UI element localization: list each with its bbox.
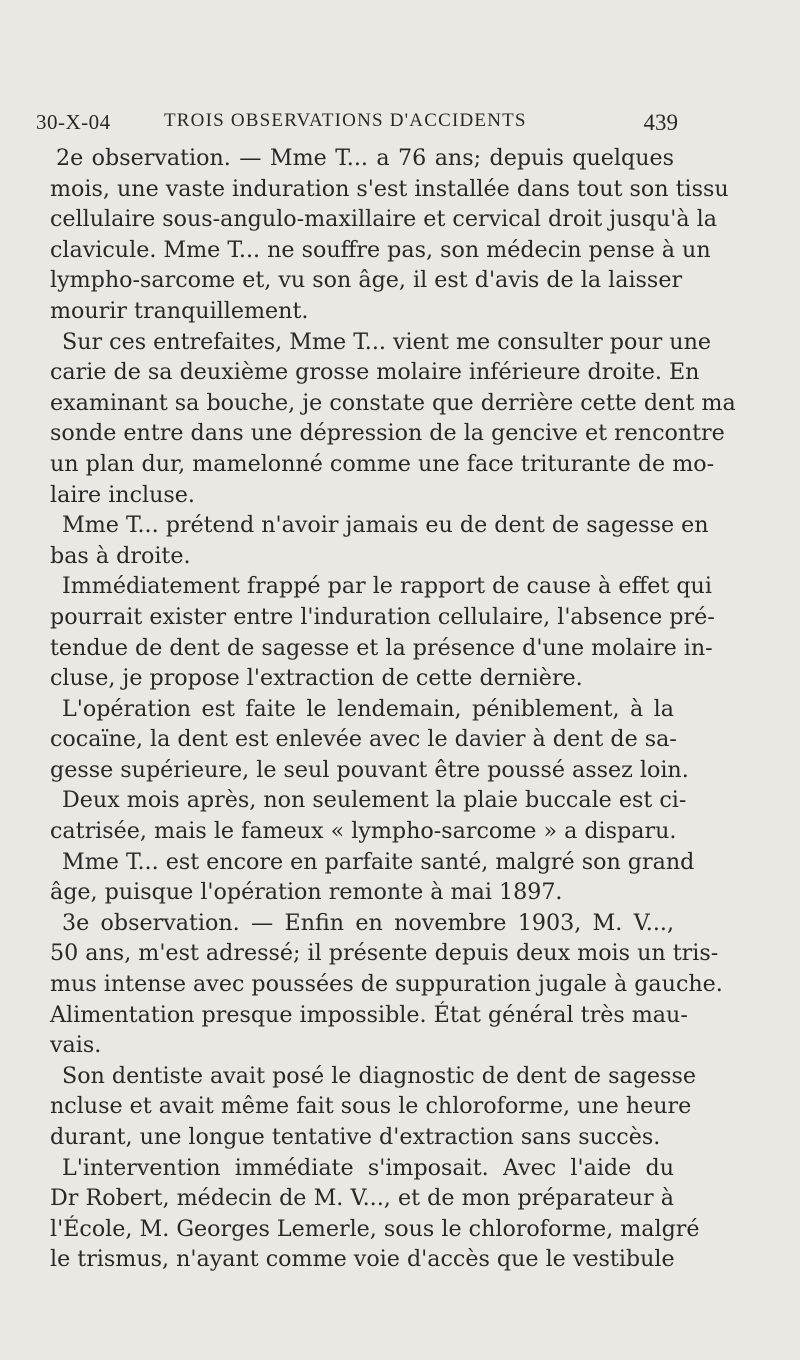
- text-line: le trismus, n'ayant comme voie d'accès que le vestibule: [50, 1246, 675, 1273]
- text-line: un plan dur, mamelonné comme une face triturante de mo-: [50, 450, 715, 477]
- text-line: examinant sa bouche, je constate que derrière cette dent ma: [50, 389, 736, 416]
- text-line: cocaïne, la dent est enlevée avec le davier à dent de sa-: [50, 726, 677, 753]
- text-line: durant, une longue tentative d'extraction sans succès.: [50, 1124, 661, 1150]
- text-line: mois, une vaste induration s'est installée dans tout son tissu: [50, 175, 729, 202]
- text-line: 3e observation. — Enfin en novembre 1903, M. V...,: [62, 909, 674, 936]
- text-line: gesse supérieure, le seul pouvant être poussé assez loin.: [50, 756, 689, 783]
- text-line: Mme T... prétend n'avoir jamais eu de dent de sagesse en: [62, 512, 709, 539]
- text-line: mourir tranquillement.: [50, 297, 309, 324]
- text-line: sonde entre dans une dépression de la gencive et rencontre: [50, 420, 725, 447]
- text-line: lympho-sarcome et, vu son âge, il est d'avis de la laisser: [50, 267, 683, 294]
- text-line: L'intervention immédiate s'imposait. Avec l'aide du: [62, 1154, 674, 1181]
- text-line: Mme T... est encore en parfaite santé, malgré son grand: [62, 848, 695, 875]
- text-line: Dr Robert, médecin de M. V..., et de mon préparateur à: [50, 1185, 674, 1212]
- text-line: Son dentiste avait posé le diagnostic de dent de sagesse: [62, 1062, 696, 1089]
- text-line: 50 ans, m'est adressé; il présente depuis deux mois un tris-: [50, 940, 719, 967]
- page-number: 439: [643, 110, 678, 135]
- text-line: cellulaire sous-angulo-maxillaire et cervical droit jusqu'à la: [50, 206, 717, 233]
- text-line: clavicule. Mme T... ne souffre pas, son médecin pense à un: [50, 236, 711, 263]
- text-line: âge, puisque l'opération remonte à mai 1897.: [50, 879, 563, 906]
- running-header: [36, 108, 678, 142]
- text-line: pourrait exister entre l'induration cellulaire, l'absence pré-: [50, 603, 715, 630]
- text-line: vais.: [50, 1032, 102, 1059]
- text-line: L'opération est faite le lendemain, péniblement, à la: [62, 695, 674, 722]
- text-line: Sur ces entrefaites, Mme T... vient me consulter pour une: [62, 328, 711, 355]
- text-line: tendue de dent de sagesse et la présence d'une molaire in-: [50, 634, 713, 661]
- text-line: bas à droite.: [50, 542, 191, 569]
- text-line: ncluse et avait même fait sous le chloroforme, une heure: [50, 1093, 692, 1120]
- text-line: Immédiatement frappé par le rapport de cause à effet qui: [62, 573, 712, 600]
- text-line: Deux mois après, non seulement la plaie buccale est ci-: [62, 787, 687, 814]
- header-title: TROIS OBSERVATIONS D'ACCIDENTS: [164, 110, 527, 131]
- body-text: [50, 143, 736, 1275]
- text-line: catrisée, mais le fameux « lympho-sarcome » a disparu.: [50, 818, 677, 845]
- header-date: 30-X-04: [36, 110, 111, 134]
- text-line: 2e observation. — Mme T... a 76 ans; depuis quelques: [56, 145, 674, 171]
- text-line: carie de sa deuxième grosse molaire inférieure droite. En: [50, 359, 700, 386]
- text-line: l'École, M. Georges Lemerle, sous le chloroforme, malgré: [50, 1215, 700, 1242]
- text-line: cluse, je propose l'extraction de cette dernière.: [50, 665, 583, 692]
- text-line: Alimentation presque impossible. État général très mau-: [50, 1001, 688, 1028]
- text-line: laire incluse.: [50, 481, 195, 508]
- text-line: mus intense avec poussées de suppuration jugale à gauche.: [50, 971, 723, 998]
